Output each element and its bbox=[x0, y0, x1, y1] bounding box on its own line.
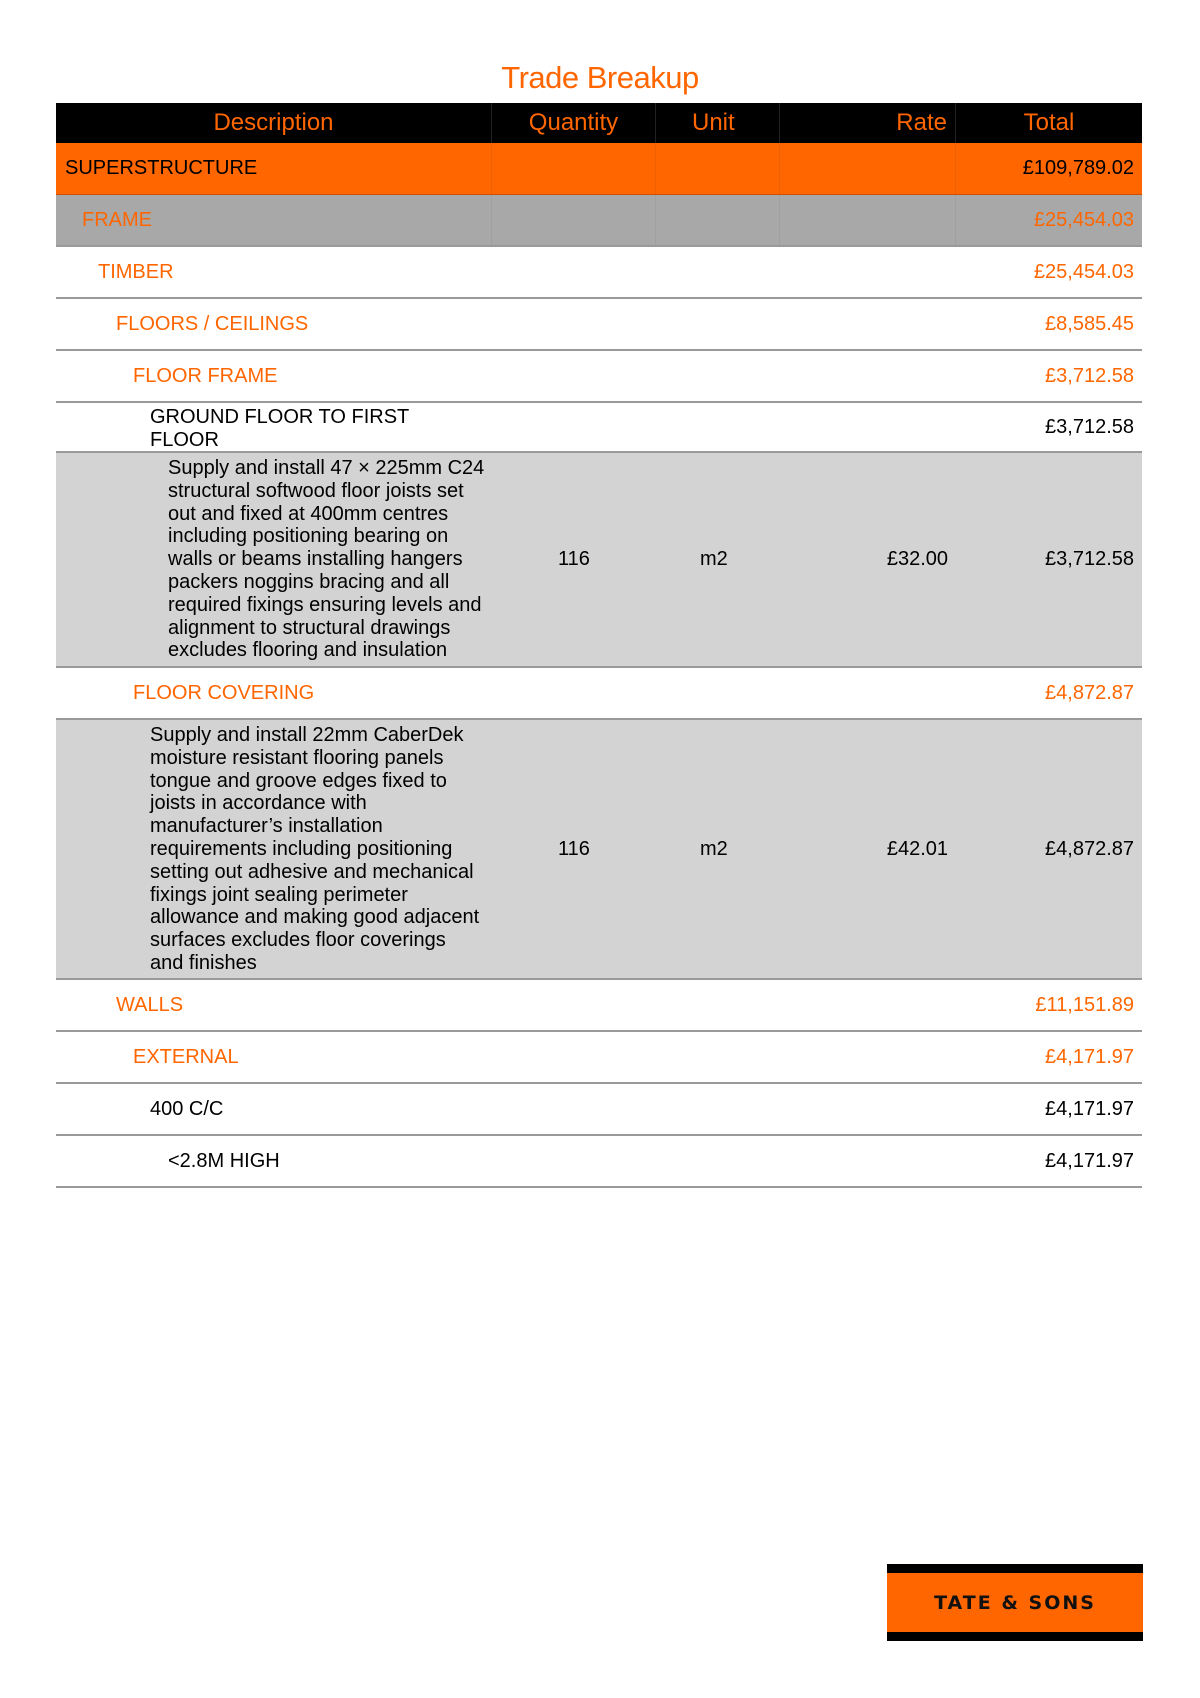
row-total: £109,789.02 bbox=[1022, 157, 1134, 179]
row-label: FLOOR FRAME bbox=[133, 364, 278, 387]
row-label: SUPERSTRUCTURE bbox=[56, 143, 492, 194]
row-total: £4,872.87 bbox=[1045, 681, 1134, 704]
column-header-quantity: Quantity bbox=[492, 103, 656, 143]
row-total: £4,171.97 bbox=[1045, 1045, 1134, 1068]
description-line: excludes flooring and insulation bbox=[168, 639, 448, 662]
item-rate: £32.00 bbox=[886, 548, 948, 570]
row-total: £3,712.58 bbox=[1045, 364, 1134, 387]
table-header bbox=[56, 103, 1142, 143]
table-row-400-cc bbox=[56, 1084, 1142, 1136]
row-label: FLOOR COVERING bbox=[133, 681, 315, 704]
description-line: walls or beams installing hangers bbox=[168, 548, 463, 571]
table-row-floors-ceilings bbox=[56, 299, 1142, 351]
description-line: requirements including positioning bbox=[150, 837, 453, 860]
row-total: £3,712.58 bbox=[1045, 415, 1134, 438]
description-line: Supply and install 22mm CaberDek bbox=[150, 724, 464, 746]
item-total: £3,712.58 bbox=[1045, 548, 1134, 570]
description-line: out and fixed at 400mm centres bbox=[168, 502, 449, 525]
row-total: £25,454.03 bbox=[1033, 260, 1134, 283]
column-header-total: Total bbox=[1023, 109, 1075, 136]
table-row-superstructure bbox=[56, 143, 1142, 195]
column-header-description: Description bbox=[56, 103, 492, 143]
item-description bbox=[56, 453, 492, 666]
table-row-under-2-8m-high bbox=[56, 1136, 1142, 1188]
table-row-floor-frame bbox=[56, 351, 1142, 403]
description-line: including positioning bearing on bbox=[168, 525, 449, 548]
column-header-rate: Rate bbox=[780, 103, 956, 143]
table-row-item-floor-joists bbox=[56, 453, 1142, 668]
table-row-external bbox=[56, 1032, 1142, 1084]
row-total: £11,151.89 bbox=[1035, 993, 1134, 1016]
item-total: £4,872.87 bbox=[1045, 837, 1134, 860]
row-label bbox=[56, 403, 492, 451]
company-logo bbox=[887, 1564, 1143, 1641]
item-unit: m2 bbox=[700, 548, 728, 570]
company-logo-text: TATE & SONS bbox=[934, 1591, 1096, 1614]
table-row-timber bbox=[56, 247, 1142, 299]
table-row-floor-covering bbox=[56, 668, 1142, 720]
description-line: allowance and making good adjacent bbox=[150, 906, 480, 929]
description-line: structural softwood floor joists set bbox=[168, 479, 464, 502]
row-label: EXTERNAL bbox=[133, 1045, 239, 1068]
row-label: FLOORS / CEILINGS bbox=[116, 312, 309, 335]
table-row-frame bbox=[56, 195, 1142, 247]
row-label-line: GROUND FLOOR TO FIRST bbox=[150, 406, 410, 428]
item-unit: m2 bbox=[700, 837, 728, 860]
table-row-item-flooring-panels bbox=[56, 720, 1142, 980]
table-row-ground-floor-to-first-floor bbox=[56, 403, 1142, 453]
row-label: <2.8M HIGH bbox=[168, 1149, 280, 1172]
row-label: TIMBER bbox=[98, 260, 174, 283]
table-row-walls bbox=[56, 980, 1142, 1032]
item-quantity: 116 bbox=[558, 548, 590, 570]
row-total: £4,171.97 bbox=[1045, 1097, 1134, 1120]
description-line: tongue and groove edges fixed to bbox=[150, 769, 447, 792]
row-total: £25,454.03 bbox=[1033, 208, 1134, 231]
row-total: £8,585.45 bbox=[1045, 312, 1134, 335]
description-line: joists in accordance with bbox=[150, 792, 367, 815]
row-label: 400 C/C bbox=[150, 1097, 224, 1120]
description-line: and finishes bbox=[150, 951, 257, 974]
description-line: setting out adhesive and mechanical bbox=[150, 860, 474, 883]
description-line: packers noggins bracing and all bbox=[168, 570, 450, 593]
page-title: Trade Breakup bbox=[501, 60, 699, 95]
description-line: manufacturer’s installation bbox=[150, 815, 383, 838]
row-label: FRAME bbox=[56, 195, 492, 245]
item-quantity: 116 bbox=[558, 837, 590, 860]
row-label: WALLS bbox=[116, 993, 184, 1016]
description-line: required fixings ensuring levels and bbox=[168, 593, 482, 616]
row-label-line: FLOOR bbox=[150, 428, 219, 451]
description-line: Supply and install 47 × 225mm C24 bbox=[168, 457, 485, 479]
description-line: moisture resistant flooring panels bbox=[150, 746, 444, 769]
description-line: fixings joint sealing perimeter bbox=[150, 883, 408, 906]
item-description bbox=[56, 720, 492, 978]
row-total: £4,171.97 bbox=[1045, 1149, 1134, 1172]
trade-breakup-table bbox=[56, 103, 1142, 1188]
column-header-unit: Unit bbox=[656, 103, 780, 143]
description-line: alignment to structural drawings bbox=[168, 616, 451, 639]
description-line: surfaces excludes floor coverings bbox=[150, 929, 446, 952]
item-rate: £42.01 bbox=[886, 837, 948, 860]
